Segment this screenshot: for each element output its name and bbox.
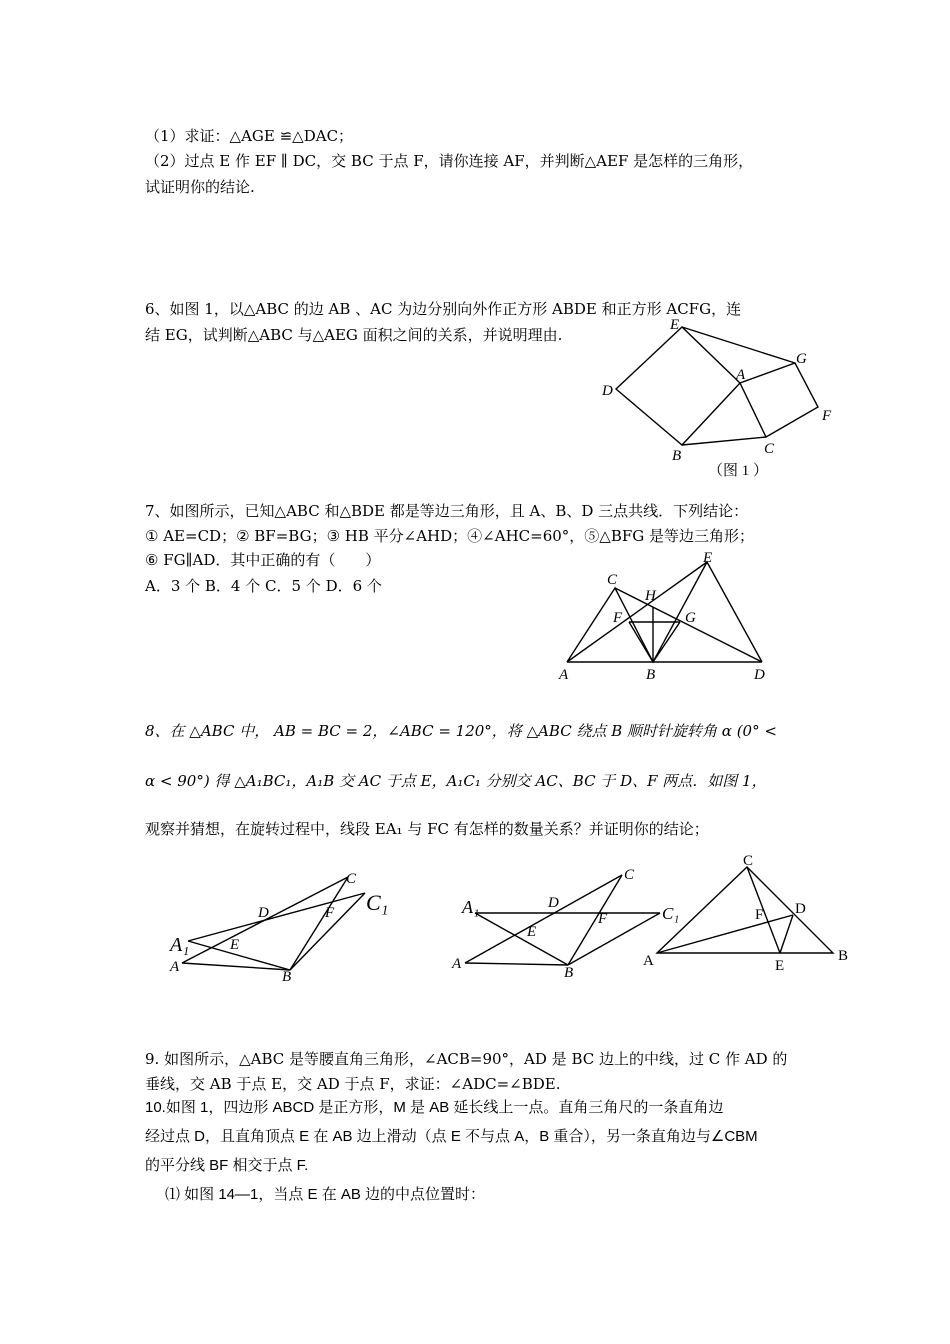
label-d: D bbox=[602, 383, 613, 399]
problem6-line1: 6、如图 1，以△ABC 的边 AB 、AC 为边分别向外作正方形 ABDE 和正方形 ACFG，连 bbox=[145, 300, 742, 318]
label-c: C bbox=[607, 572, 618, 588]
label-e: E bbox=[775, 958, 785, 974]
segment-a1c1 bbox=[188, 893, 365, 941]
label-b: B bbox=[646, 667, 656, 683]
label-a: A bbox=[643, 953, 654, 969]
label-h: H bbox=[645, 588, 656, 604]
label-e: E bbox=[527, 924, 537, 940]
label-f: F bbox=[755, 907, 764, 923]
label-b: B bbox=[672, 448, 682, 464]
problem8-line1: 8、在 △ABC 中， AB = BC = 2，∠ABC = 120°，将 △ABC 绕点 B 顺时针旋转角 α (0° < bbox=[145, 722, 777, 740]
label-d: D bbox=[548, 895, 559, 911]
label-d: D bbox=[754, 667, 765, 683]
segment-ab bbox=[182, 963, 290, 970]
segment-bc bbox=[682, 437, 766, 445]
segment-a1b bbox=[475, 913, 568, 965]
problem5-part2: （2）过点 E 作 EF ∥ DC，交 BC 于点 F，请你连接 AF，并判断△AEF 是怎样的三角形， bbox=[145, 152, 754, 170]
label-c: C bbox=[346, 871, 357, 887]
problem10-line3: 的平分线 BF 相交于点 F. bbox=[145, 1157, 309, 1174]
label-c: C bbox=[743, 853, 754, 869]
problem6-line2: 结 EG，试判断△ABC 与△AEG 面积之间的关系，并说明理由. bbox=[145, 326, 563, 344]
label-g: G bbox=[796, 351, 807, 367]
segment-eg bbox=[682, 327, 795, 363]
triangle-abc bbox=[657, 867, 833, 953]
label-b: B bbox=[564, 965, 574, 981]
label-a: A bbox=[736, 367, 746, 383]
label-f: F bbox=[598, 911, 608, 927]
label-a: A bbox=[452, 956, 462, 972]
label-c: C bbox=[624, 867, 635, 883]
problem5-part2-cont: 试证明你的结论. bbox=[145, 178, 255, 196]
label-c1: C₁ bbox=[366, 890, 389, 915]
figure-caption: （图 1 ） bbox=[708, 463, 769, 479]
problem10-line2: 经过点 D，且直角顶点 E 在 AB 边上滑动（点 E 不与点 A，B 重合），另一条直角边与∠CBM bbox=[145, 1128, 758, 1145]
problem7-line3: ⑥ FG∥AD．其中正确的有（ ） bbox=[145, 551, 381, 569]
problem10-sub1: ⑴ 如图 14—1，当点 E 在 AB 边的中点位置时： bbox=[165, 1186, 486, 1203]
label-d: D bbox=[795, 901, 806, 917]
label-a: A bbox=[170, 959, 180, 975]
problem7-line1: 7、如图所示，已知△ABC 和△BDE 都是等边三角形，且 A、B、D 三点共线．下列结论： bbox=[145, 502, 749, 520]
problem9-line2: 垂线，交 AB 于点 E，交 AD 于点 F，求证：∠ADC=∠BDE. bbox=[145, 1075, 561, 1093]
segment-bf bbox=[629, 622, 653, 662]
problem9-line1: 9. 如图所示，△ABC 是等腰直角三角形，∠ACB=90°，AD 是 BC 边上的中线，过 C 作 AD 的 bbox=[145, 1050, 788, 1068]
segment-ed bbox=[780, 915, 793, 953]
figure8-3 bbox=[635, 855, 865, 975]
square-abde bbox=[616, 327, 740, 445]
label-b: B bbox=[838, 948, 849, 964]
label-c: C bbox=[764, 441, 775, 457]
segment-ab bbox=[465, 963, 568, 965]
problem7-line2: ① AE=CD；② BF=BG；③ HB 平分∠AHD；④∠AHC=60°，⑤△BFG 是等边三角形； bbox=[145, 527, 754, 545]
problem7-options: A．3 个 B．4 个 C．5 个 D．6 个 bbox=[145, 577, 382, 595]
square-acfg bbox=[740, 363, 818, 437]
figure8-1 bbox=[160, 865, 400, 990]
label-f: F bbox=[325, 905, 335, 921]
label-e: E bbox=[670, 317, 680, 333]
label-c1: C₁ bbox=[662, 904, 680, 923]
segment-bc bbox=[568, 875, 622, 965]
figure-squares bbox=[590, 315, 850, 485]
label-a: A bbox=[559, 667, 569, 683]
label-g: G bbox=[685, 610, 696, 626]
problem8-line2: α < 90°) 得 △A₁BC₁，A₁B 交 AC 于点 E，A₁C₁ 分别交 AC、BC 于 D、F 两点．如图 1， bbox=[145, 772, 767, 790]
label-a1: A₁ bbox=[170, 934, 190, 956]
segment-ce bbox=[747, 867, 780, 953]
label-a1: A₁ bbox=[462, 897, 480, 917]
label-f: F bbox=[822, 408, 832, 424]
problem10-line1: 10.如图 1，四边形 ABCD 是正方形，M 是 AB 延长线上一点。直角三角尺的一条直角边 bbox=[145, 1099, 724, 1116]
problem5-part1: （1）求证：△AGE ≌△DAC； bbox=[145, 127, 354, 145]
figure-equilateral bbox=[555, 550, 785, 685]
segment-bg bbox=[653, 622, 680, 662]
label-d: D bbox=[258, 905, 269, 921]
label-b: B bbox=[282, 969, 292, 985]
label-f: F bbox=[613, 610, 623, 626]
label-e: E bbox=[703, 550, 713, 566]
label-e: E bbox=[230, 937, 240, 953]
problem8-line3: 观察并猜想，在旋转过程中，线段 EA₁ 与 FC 有怎样的数量关系？并证明你的结论； bbox=[145, 820, 709, 838]
segment-bc bbox=[290, 877, 348, 970]
